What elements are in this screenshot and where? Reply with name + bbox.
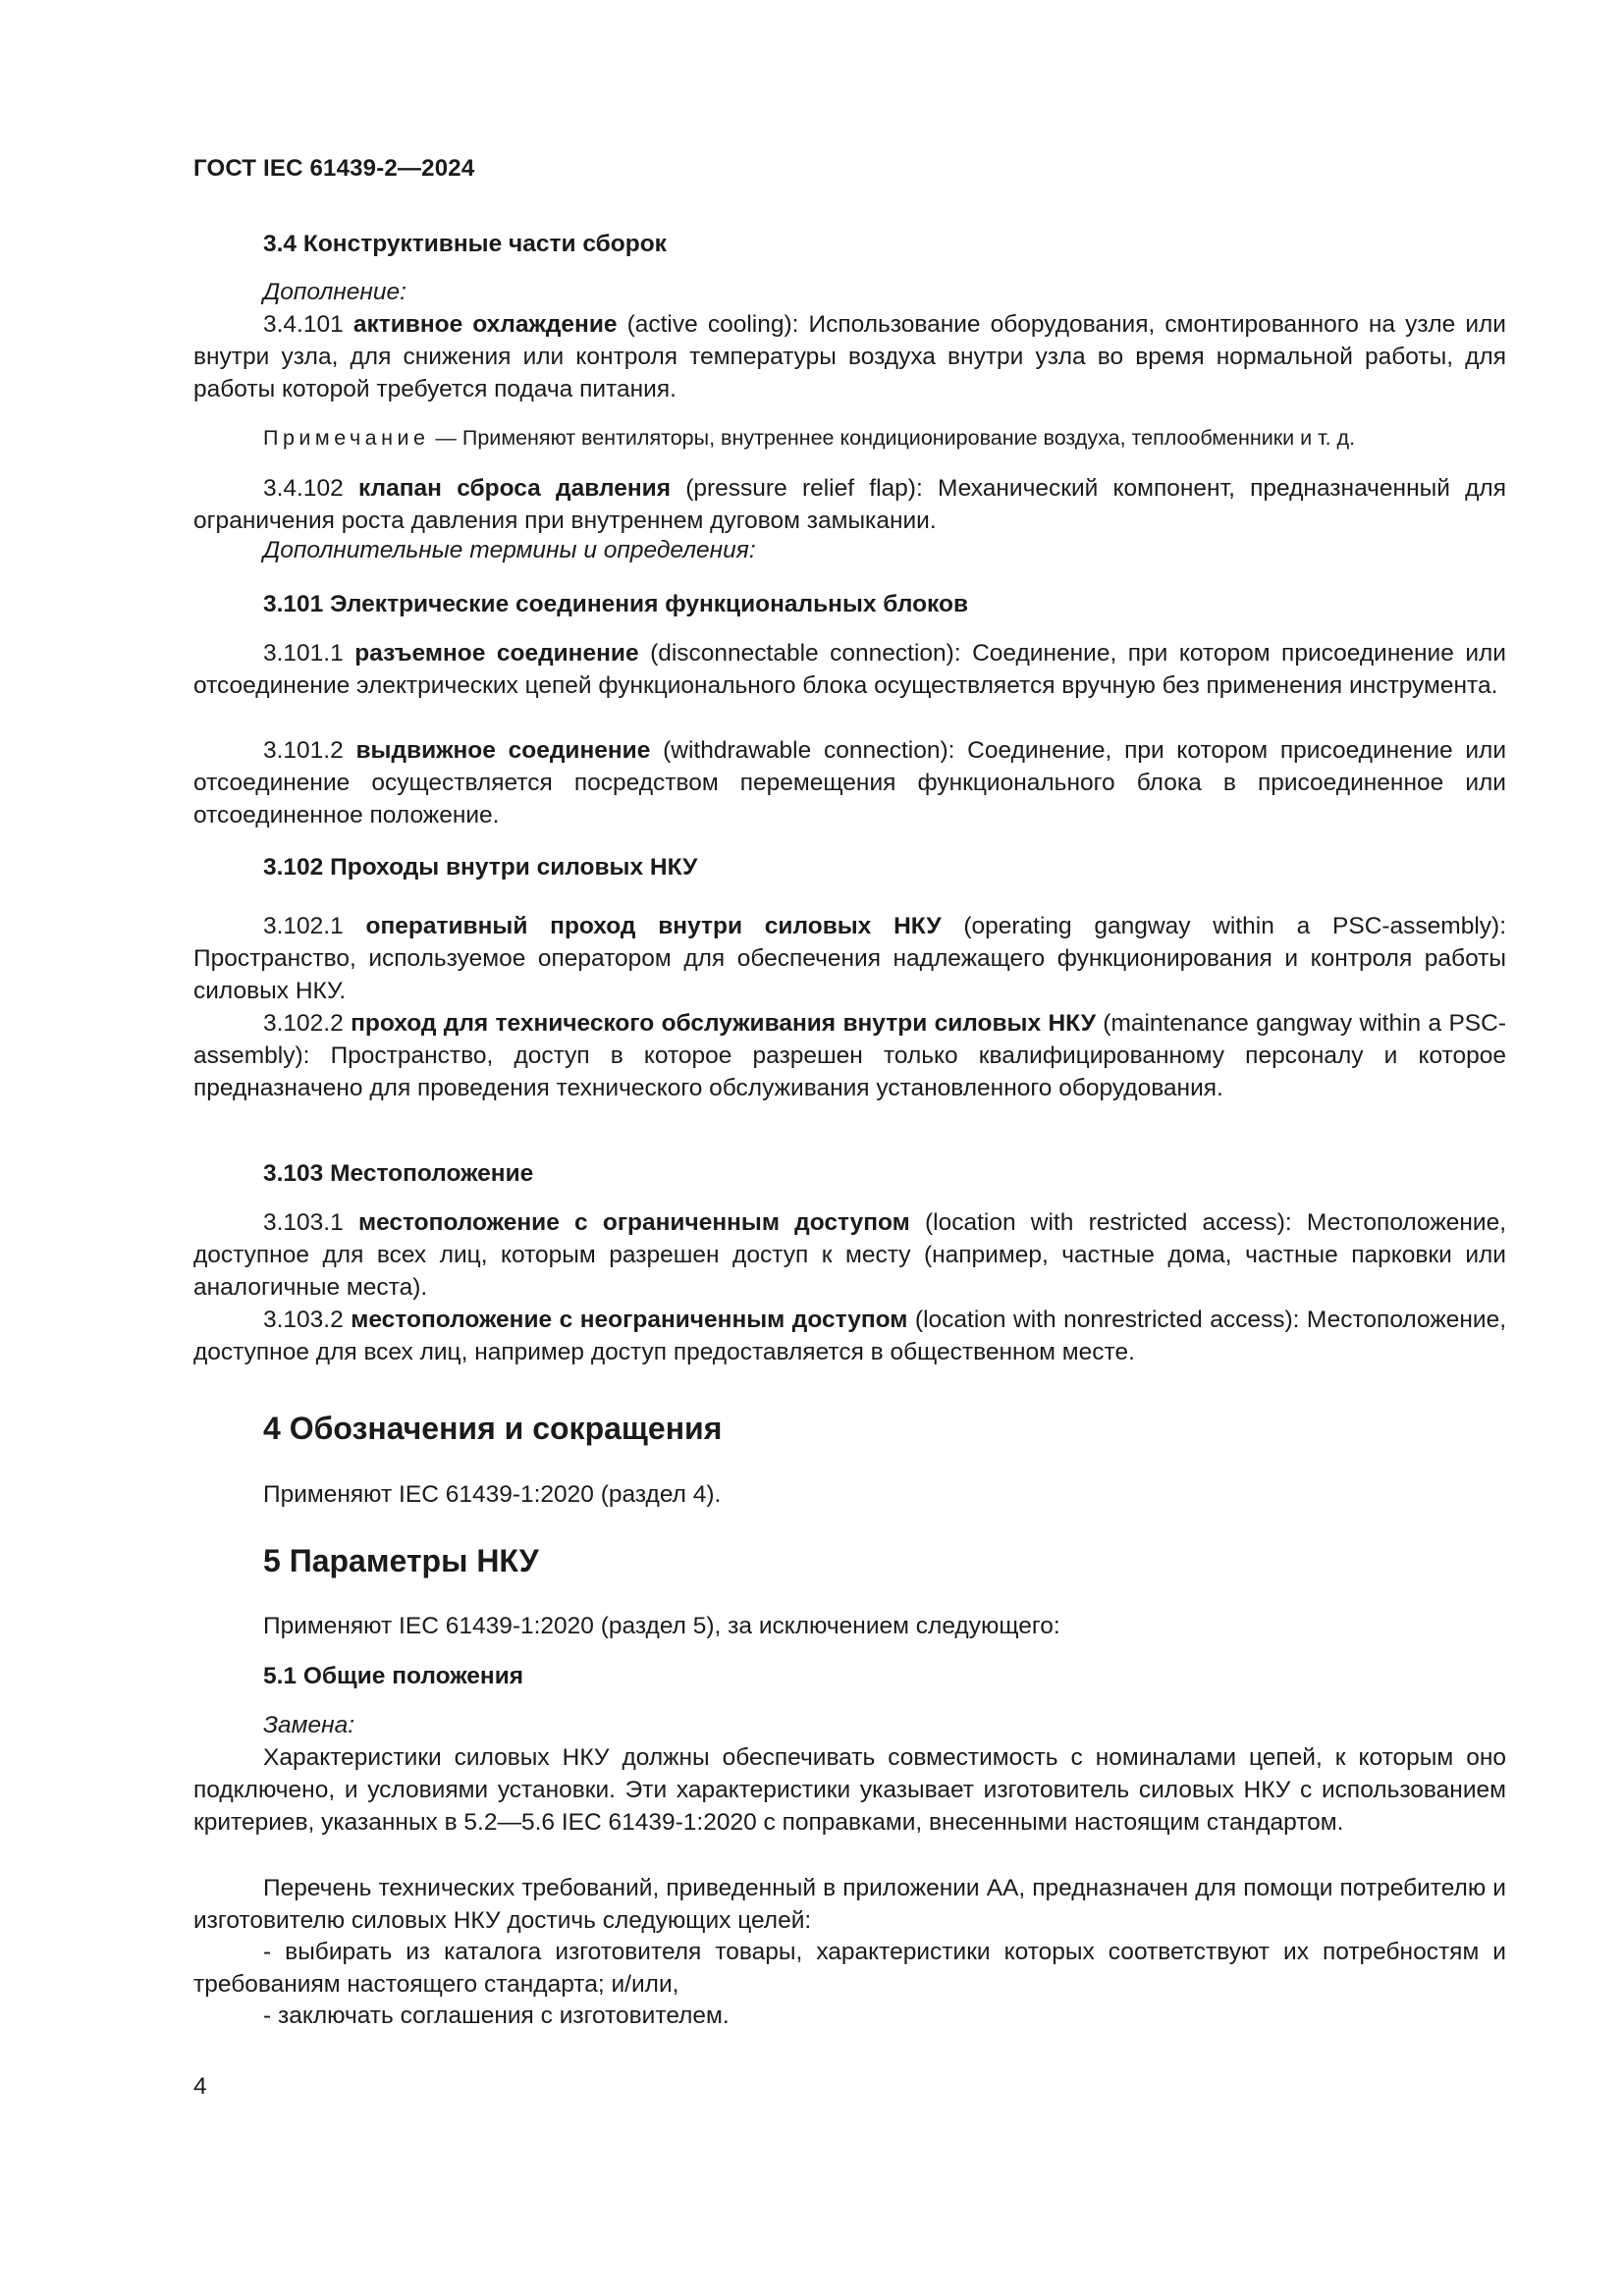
term-3-103-2 [193, 1304, 1506, 1368]
term-name: местоположение с неограниченным доступом [351, 1307, 908, 1333]
term-name: разъемное соединение [354, 640, 639, 667]
term-definition: (pressure relief flap): Механический компонент, предназначенный для ограничения роста давления при внутреннем дуговом замыкании. [193, 475, 1506, 534]
term-number: 3.103.1 [263, 1209, 344, 1236]
clause-4-text: Применяют IEC 61439-1:2020 (раздел 4). [263, 1481, 722, 1508]
term-number: 3.102.2 [263, 1010, 344, 1037]
clause-5-text: Применяют IEC 61439-1:2020 (раздел 5), за исключением следующего: [263, 1613, 1060, 1639]
term-definition: (location with restricted access): Местоположение, доступное для всех лиц, которым разрешен доступ к месту (например, частные дома, частные парковки или аналогичные места). [193, 1209, 1506, 1301]
term-name: активное охлаждение [352, 311, 618, 338]
term-name: выдвижное соединение [355, 737, 651, 764]
amendment-label: Дополнение: [263, 279, 406, 305]
term-3-101-1 [193, 637, 1506, 702]
document-header: ГОСТ IEC 61439-2—2024 [193, 155, 475, 182]
term-number: 3.101.2 [263, 737, 344, 764]
term-name: проход для технического обслуживания внутри силовых НКУ [351, 1010, 1096, 1037]
term-3-101-2 [193, 734, 1506, 831]
term-number: 3.4.101 [263, 311, 344, 338]
term-number: 3.4.102 [263, 475, 344, 502]
term-name: оперативный проход внутри силовых НКУ [365, 913, 942, 939]
note [193, 423, 1576, 453]
subsection-heading-3-4: 3.4 Конструктивные части сборок [263, 231, 667, 257]
term-3-4-102 [193, 472, 1506, 537]
subsection-heading-3-102: 3.102 Проходы внутри силовых НКУ [263, 854, 698, 881]
paragraph-characteristics: Характеристики силовых НКУ должны обеспечивать совместимость с номиналами цепей, к которым оно подключено, и условиями установки. Эти характеристики указывает изготовитель силовых НКУ с использованием критериев, указанных в 5.2—5.6 IEC 61439-1:2020 с поправками, внесенными настоящим стандартом. [193, 1744, 1506, 1836]
term-definition: (active cooling): Использование оборудования, смонтированного на узле или внутри узла, для снижения или контроля температуры воздуха внутри узла во время нормальной работы, для работы которой требуется подача питания. [193, 311, 1506, 402]
term-definition: (operating gangway within a PSC-assembly): Пространство, используемое оператором для обеспечения надлежащего функционирования и контроля работы силовых НКУ. [193, 913, 1506, 1004]
term-number: 3.101.1 [263, 640, 344, 667]
term-definition: (location with nonrestricted access): Местоположение, доступное для всех лиц, например доступ предоставляется в общественном месте. [193, 1307, 1507, 1365]
term-definition: (maintenance gangway within a PSC-assembly): Пространство, доступ в которое разрешен только квалифицированному персоналу и которое предназначено для проведения технического обслуживания установленного оборудования. [193, 1010, 1506, 1101]
term-3-4-101 [193, 308, 1506, 405]
term-name: клапан сброса давления [358, 475, 671, 502]
paragraph-requirements-list: Перечень технических требований, приведенный в приложении АА, предназначен для помощи потребителю и изготовителю силовых НКУ достичь следующих целей: [193, 1875, 1506, 1934]
additional-terms-label: Дополнительные термины и определения: [263, 537, 756, 563]
term-name: местоположение с ограниченным доступом [357, 1209, 910, 1236]
subsection-heading-3-101: 3.101 Электрические соединения функциональных блоков [263, 591, 969, 617]
list-item-select-from-catalog: - выбирать из каталога изготовителя товары, характеристики которых соответствуют их потребностям и требованиям настоящего стандарта; и/или, [193, 1939, 1506, 1998]
term-3-102-2 [193, 1007, 1506, 1104]
term-definition: (disconnectable connection): Соединение, при котором присоединение или отсоединение электрических цепей функционального блока осуществляется вручную без применения инструмента. [193, 640, 1506, 699]
clause-heading-5: 5 Параметры НКУ [263, 1543, 539, 1578]
term-definition: (withdrawable connection): Соединение, при котором присоединение или отсоединение осуществляется посредством перемещения функционального блока в присоединенное или отсоединенное положение. [193, 737, 1507, 828]
term-number: 3.103.2 [263, 1307, 344, 1333]
note-text: — Применяют вентиляторы, внутреннее кондиционирование воздуха, теплообменники и т. д. [429, 426, 1356, 450]
term-number: 3.102.1 [263, 913, 344, 939]
note-label: Примечание [263, 426, 430, 450]
subsection-heading-3-103: 3.103 Местоположение [263, 1160, 534, 1187]
subsection-heading-5-1: 5.1 Общие положения [263, 1663, 524, 1689]
term-3-102-1 [193, 910, 1506, 1007]
list-item-conclude-agreements: - заключать соглашения с изготовителем. [263, 2002, 730, 2029]
page-number: 4 [193, 2073, 207, 2100]
replacement-label: Замена: [263, 1712, 354, 1738]
term-3-103-1 [193, 1206, 1506, 1304]
clause-heading-4: 4 Обозначения и сокращения [263, 1411, 723, 1446]
